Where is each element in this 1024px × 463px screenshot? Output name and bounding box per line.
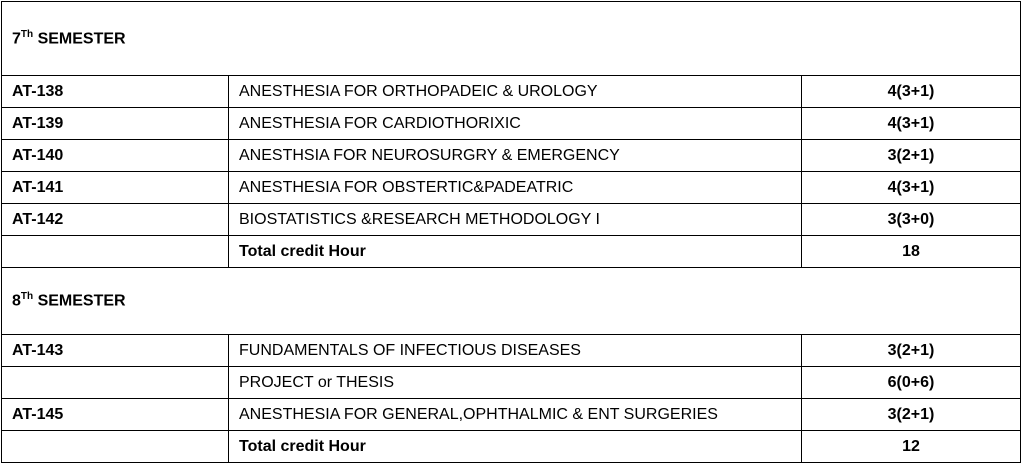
curriculum-table <box>1 1 1021 463</box>
semester-header-8 <box>2 268 1021 335</box>
total-label: Total credit Hour <box>229 431 802 463</box>
semester-suffix: Th <box>20 291 34 303</box>
course-title: BIOSTATISTICS &RESEARCH METHODOLOGY I <box>229 204 802 236</box>
course-code: AT-143 <box>2 335 229 367</box>
semester-number: 7 <box>12 30 21 48</box>
table-row <box>2 108 1021 140</box>
course-code <box>2 367 229 399</box>
course-credits: 3(2+1) <box>802 140 1021 172</box>
course-credits: 3(2+1) <box>802 399 1021 431</box>
course-title: FUNDAMENTALS OF INFECTIOUS DISEASES <box>229 335 802 367</box>
table-row <box>2 76 1021 108</box>
table-row <box>2 399 1021 431</box>
total-row <box>2 431 1021 463</box>
course-credits: 3(3+0) <box>802 204 1021 236</box>
course-code: AT-139 <box>2 108 229 140</box>
course-code: AT-145 <box>2 399 229 431</box>
semester-label: SEMESTER <box>37 292 126 310</box>
course-title: ANESTHSIA FOR NEUROSURGRY & EMERGENCY <box>229 140 802 172</box>
table-row <box>2 140 1021 172</box>
course-credits: 4(3+1) <box>802 172 1021 204</box>
table-row <box>2 335 1021 367</box>
course-title: PROJECT or THESIS <box>229 367 802 399</box>
empty-cell <box>2 431 229 463</box>
total-label: Total credit Hour <box>229 236 802 268</box>
course-title: ANESTHESIA FOR GENERAL,OPHTHALMIC & ENT SURGERIES <box>229 399 802 431</box>
course-title: ANESTHESIA FOR OBSTERTIC&PADEATRIC <box>229 172 802 204</box>
semester-suffix: Th <box>20 28 34 40</box>
course-code: AT-140 <box>2 140 229 172</box>
course-title: ANESTHESIA FOR CARDIOTHORIXIC <box>229 108 802 140</box>
table-row <box>2 172 1021 204</box>
course-code: AT-138 <box>2 76 229 108</box>
course-credits: 3(2+1) <box>802 335 1021 367</box>
total-value: 12 <box>802 431 1021 463</box>
course-title: ANESTHESIA FOR ORTHOPADEIC & UROLOGY <box>229 76 802 108</box>
semester-label: SEMESTER <box>37 30 126 48</box>
total-row <box>2 236 1021 268</box>
course-credits: 4(3+1) <box>802 76 1021 108</box>
total-value: 18 <box>802 236 1021 268</box>
course-credits: 4(3+1) <box>802 108 1021 140</box>
table-row <box>2 367 1021 399</box>
semester-number: 8 <box>12 292 21 310</box>
table-row <box>2 204 1021 236</box>
course-code: AT-142 <box>2 204 229 236</box>
course-code: AT-141 <box>2 172 229 204</box>
semester-header-7 <box>2 2 1021 76</box>
course-credits: 6(0+6) <box>802 367 1021 399</box>
empty-cell <box>2 236 229 268</box>
